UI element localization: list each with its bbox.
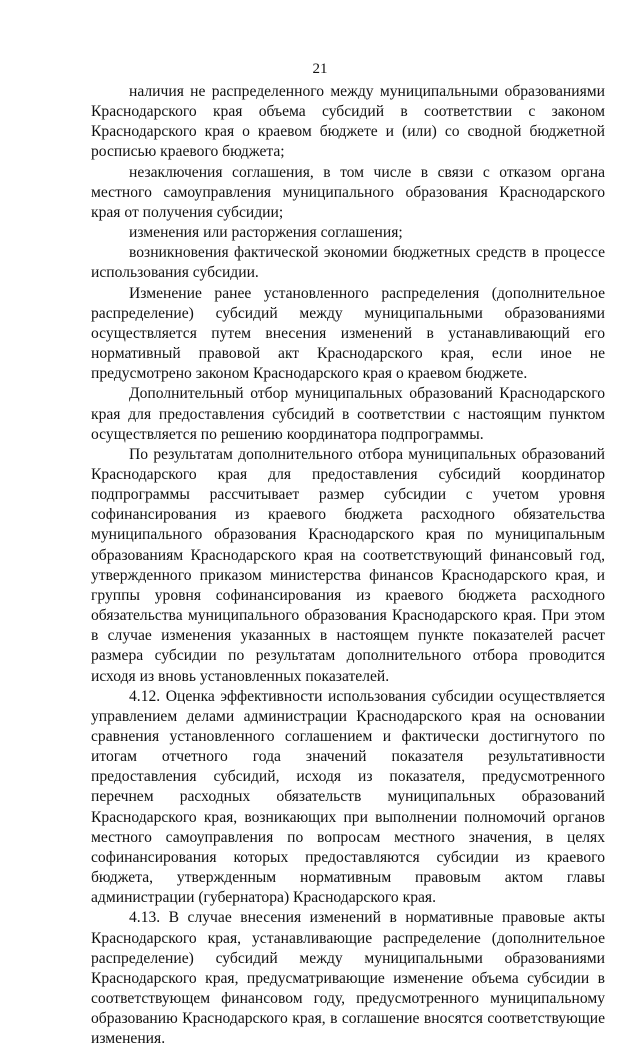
page-number: 21 (312, 61, 328, 77)
paragraph-5: Изменение ранее установленного распределения (дополнительное распределение) субсидий между муниципальными образованиями осуществляется путем внесения изменений в устанавливающий его нормативный правовой акт Краснодарского края, если иное не предусмотрено законом Краснодарского края о краевом бюджете. (91, 284, 605, 383)
paragraph-1: наличия не распределенного между муниципальными образованиями Краснодарского края объема субсидий в соответствии с законом Краснодарского края о краевом бюджете и (или) со сводной бюджетной росписью краевого бюджета; (91, 83, 605, 161)
paragraph-3: изменения или расторжения соглашения; (129, 224, 403, 242)
paragraph-7: По результатам дополнительного отбора муниципальных образований Краснодарского края для предоставления субсидий координатор подпрограммы рассчитывает размер субсидии с учетом уровня софинансирования из краевого бюджета расходного обязательства муниципального образования Краснодарского края по муниципальным образованиям Краснодарского края на соответствующий финансовый год, утвержденного приказом министерства финансов Краснодарского края, и группы уровня софинансирования из краевого бюджета расходного обязательства муниципального образования Краснодарского края. При этом в случае изменения указанных в настоящем пункте показателей расчет размера субсидии по результатам дополнительного отбора проводится исходя из вновь установленных показателей. (91, 445, 605, 685)
paragraph-6: Дополнительный отбор муниципальных образований Краснодарского края для предоставления субсидий в соответствии с настоящим пунктом осуществляется по решению координатора подпрограммы. (91, 385, 605, 443)
document-body (91, 82, 605, 1050)
paragraph-4: возникновения фактической экономии бюджетных средств в процессе использования субсидии. (91, 244, 605, 282)
paragraph-2: незаключения соглашения, в том числе в связи с отказом органа местного самоуправления муниципального образования Краснодарского края от получения субсидии; (91, 163, 605, 221)
paragraph-8: 4.12. Оценка эффективности использования субсидии осуществляется управлением делами администрации Краснодарского края на основании сравнения установленного соглашением и фактически достигнутого по итогам отчетного года значений показателя результативности предоставления субсидий, исходя из показателя, предусмотренного перечнем расходных обязательств муниципальных образований Краснодарского края, возникающих при выполнении полномочий органов местного самоуправления по вопросам местного значения, в целях софинансирования которых предоставляются субсидии из краевого бюджета, утвержденным нормативным правовым актом главы администрации (губернатора) Краснодарского края. (91, 687, 605, 907)
paragraph-9: 4.13. В случае внесения изменений в нормативные правовые акты Краснодарского края, устанавливающие распределение (дополнительное распределение) субсидий между муниципальными образованиями Краснодарского края, предусматривающие изменение объема субсидии в соответствующем финансовом году, предусмотренного муниципальному образованию Краснодарского края, в соглашение вносятся соответствующие изменения. (91, 909, 605, 1048)
